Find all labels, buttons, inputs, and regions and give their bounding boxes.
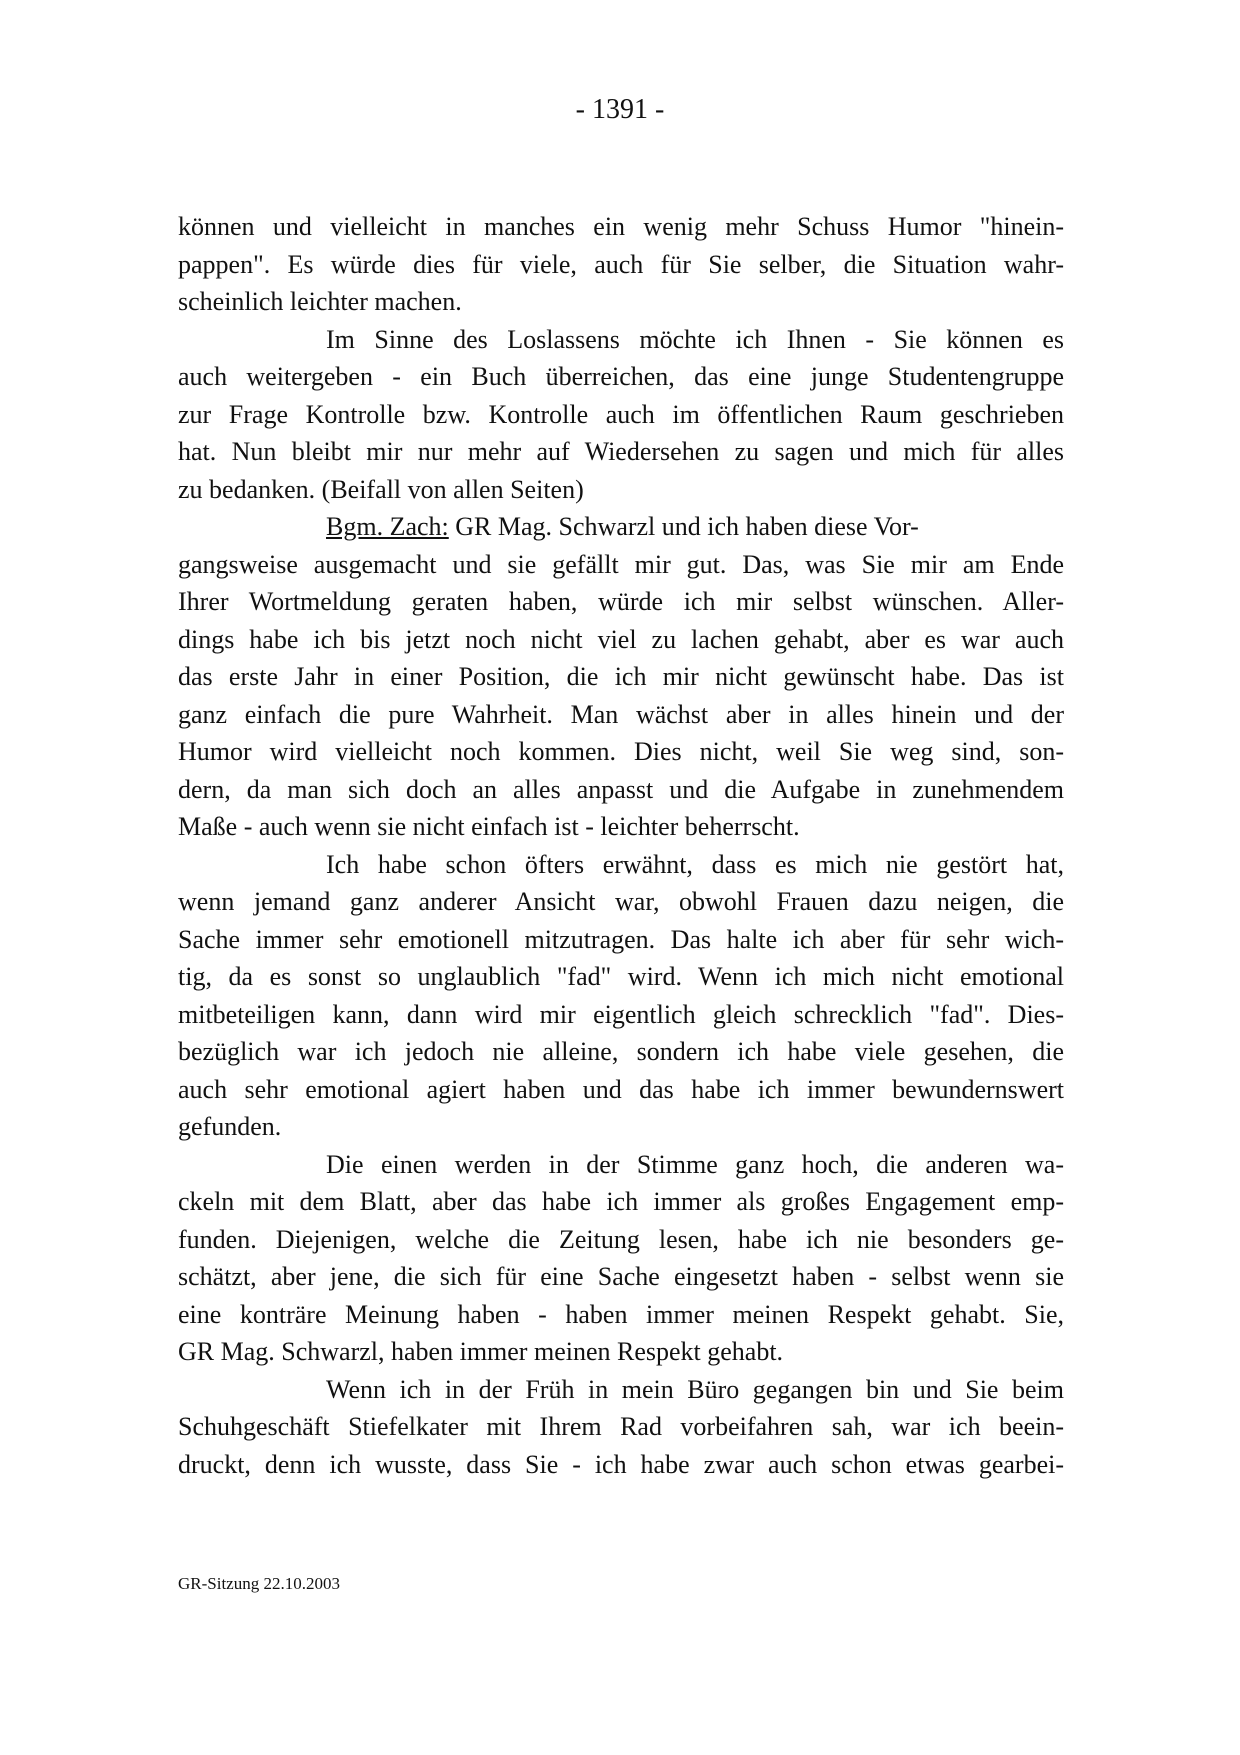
text-line: können und vielleicht in manches ein wenig mehr Schuss Humor "hinein- bbox=[178, 212, 1064, 241]
text-line: wenn jemand ganz anderer Ansicht war, obwohl Frauen dazu neigen, die bbox=[178, 887, 1064, 916]
body-text bbox=[178, 208, 1064, 1483]
text-line: pappen". Es würde dies für viele, auch für Sie selber, die Situation wahr- bbox=[178, 249, 1064, 279]
text-line: dings habe ich bis jetzt noch nicht viel zu lachen gehabt, aber es war auch bbox=[178, 624, 1064, 654]
text-line: eine konträre Meinung haben - haben immer meinen Respekt gehabt. Sie, bbox=[178, 1299, 1064, 1329]
paragraph-4 bbox=[178, 846, 1064, 1146]
text-line: gangsweise ausgemacht und sie gefällt mir gut. Das, was Sie mir am Ende bbox=[178, 549, 1064, 579]
text-line: Humor wird vielleicht noch kommen. Dies nicht, weil Sie weg sind, son- bbox=[178, 737, 1064, 766]
paragraph-6 bbox=[178, 1371, 1064, 1484]
paragraph-5 bbox=[178, 1146, 1064, 1371]
text-line: zu bedanken. (Beifall von allen Seiten) bbox=[178, 474, 584, 504]
text-line: druckt, denn ich wusste, dass Sie - ich habe zwar auch schon etwas gearbei- bbox=[178, 1449, 1064, 1479]
paragraph-2 bbox=[178, 321, 1064, 509]
paragraph-3 bbox=[178, 508, 1064, 846]
text-line: das erste Jahr in einer Position, die ich mir nicht gewünscht habe. Das ist bbox=[178, 662, 1064, 691]
text-line: Ich habe schon öfters erwähnt, dass es mich nie gestört hat, bbox=[326, 849, 1064, 879]
text-line: bezüglich war ich jedoch nie alleine, sondern ich habe viele gesehen, die bbox=[178, 1037, 1064, 1066]
text-line: dern, da man sich doch an alles anpasst und die Aufgabe in zunehmendem bbox=[178, 774, 1064, 804]
text-line-rest: GR Mag. Schwarzl und ich haben diese Vor- bbox=[448, 512, 919, 541]
text-line: Ihrer Wortmeldung geraten haben, würde ich mir selbst wünschen. Aller- bbox=[178, 587, 1064, 616]
text-line: auch weitergeben - ein Buch überreichen, das eine junge Studentengruppe bbox=[178, 362, 1064, 391]
text-line: Schuhgeschäft Stiefelkater mit Ihrem Rad vorbeifahren sah, war ich beein- bbox=[178, 1412, 1064, 1441]
text-line: scheinlich leichter machen. bbox=[178, 287, 462, 316]
text-line: Die einen werden in der Stimme ganz hoch, die anderen wa- bbox=[326, 1149, 1064, 1179]
text-line: funden. Diejenigen, welche die Zeitung lesen, habe ich nie besonders ge- bbox=[178, 1224, 1064, 1254]
text-line: mitbeteiligen kann, dann wird mir eigentlich gleich schrecklich "fad". Dies- bbox=[178, 999, 1064, 1029]
text-line: zur Frage Kontrolle bzw. Kontrolle auch im öffentlichen Raum geschrieben bbox=[178, 399, 1064, 429]
text-line: ganz einfach die pure Wahrheit. Man wächst aber in alles hinein und der bbox=[178, 699, 1064, 729]
text-line: Maße - auch wenn sie nicht einfach ist - leichter beherrscht. bbox=[178, 812, 800, 841]
text-line: hat. Nun bleibt mir nur mehr auf Wiedersehen zu sagen und mich für alles bbox=[178, 437, 1064, 466]
speaker-name: Bgm. Zach: bbox=[326, 512, 449, 541]
text-line: auch sehr emotional agiert haben und das habe ich immer bewundernswert bbox=[178, 1074, 1064, 1104]
speaker-line bbox=[178, 508, 1064, 546]
footer-session-date: GR-Sitzung 22.10.2003 bbox=[178, 1574, 340, 1593]
text-line: Sache immer sehr emotionell mitzutragen. Das halte ich aber für sehr wich- bbox=[178, 924, 1064, 954]
text-line: gefunden. bbox=[178, 1112, 282, 1141]
text-line: tig, da es sonst so unglaublich "fad" wird. Wenn ich mich nicht emotional bbox=[178, 962, 1064, 991]
text-line: schätzt, aber jene, die sich für eine Sache eingesetzt haben - selbst wenn sie bbox=[178, 1262, 1064, 1291]
paragraph-1 bbox=[178, 208, 1064, 321]
text-line: ckeln mit dem Blatt, aber das habe ich immer als großes Engagement emp- bbox=[178, 1187, 1064, 1216]
text-line: Wenn ich in der Früh in mein Büro gegangen bin und Sie beim bbox=[326, 1374, 1064, 1404]
page-number: - 1391 - bbox=[575, 94, 665, 125]
text-line: GR Mag. Schwarzl, haben immer meinen Respekt gehabt. bbox=[178, 1337, 784, 1366]
text-line: Im Sinne des Loslassens möchte ich Ihnen - Sie können es bbox=[326, 324, 1064, 354]
